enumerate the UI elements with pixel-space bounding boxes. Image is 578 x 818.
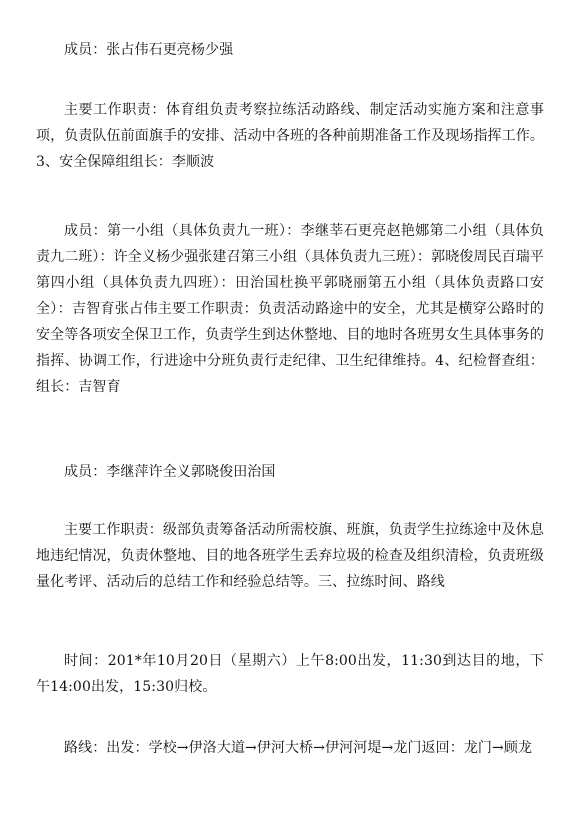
paragraph-members-sports: 成员：张占伟石更亮杨少强	[64, 42, 234, 58]
paragraph-members-inspection: 成员：李继萍许全义郭晓俊田治国	[64, 464, 276, 480]
paragraph-members-safety: 成员：第一小组（具体负责九一班）：李继莘石更亮赵艳娜第二小组（具体负责九二班）：许全义杨少强张建召第三小组（具体负责九三班）：郭晓俊周民百瑞平第四小组（具体负责九四班）：田治国杜换平郭晓丽第五小组（具体负责路口安全）：吉智育张占伟主要工作职责：负责活动路途中的安全，尤其是横穿公路时的安全等各项安全保卫工作，负责学生到达休整地、目的地时各班男女生具体事务的指挥、协调工作，行进途中分班负责行走纪律、卫生纪律维持。4、纪检督查组：组长：吉智育	[36, 223, 544, 395]
paragraph-route: 路线：出发：学校→伊洛大道→伊河大桥→伊河河堤→龙门返回：龙门→顾龙	[64, 740, 533, 756]
paragraph-duties-sports: 主要工作职责：体育组负责考察拉练活动路线、制定活动实施方案和注意事项，负责队伍前面旗手的安排、活动中各班的各种前期准备工作及现场指挥工作。3、安全保障组组长：李顺波	[36, 102, 544, 170]
paragraph-time: 时间：201*年10月20日（星期六）上午8:00出发，11:30到达目的地，下午14:00出发，15:30归校。	[36, 653, 544, 695]
paragraph-duties-inspection: 主要工作职责：级部负责筹备活动所需校旗、班旗，负责学生拉练途中及休息地违纪情况，负责休整地、目的地各班学生丢弃垃圾的检查及组织清检，负责班级量化考评、活动后的总结工作和经验总结等。三、拉练时间、路线	[36, 522, 544, 590]
